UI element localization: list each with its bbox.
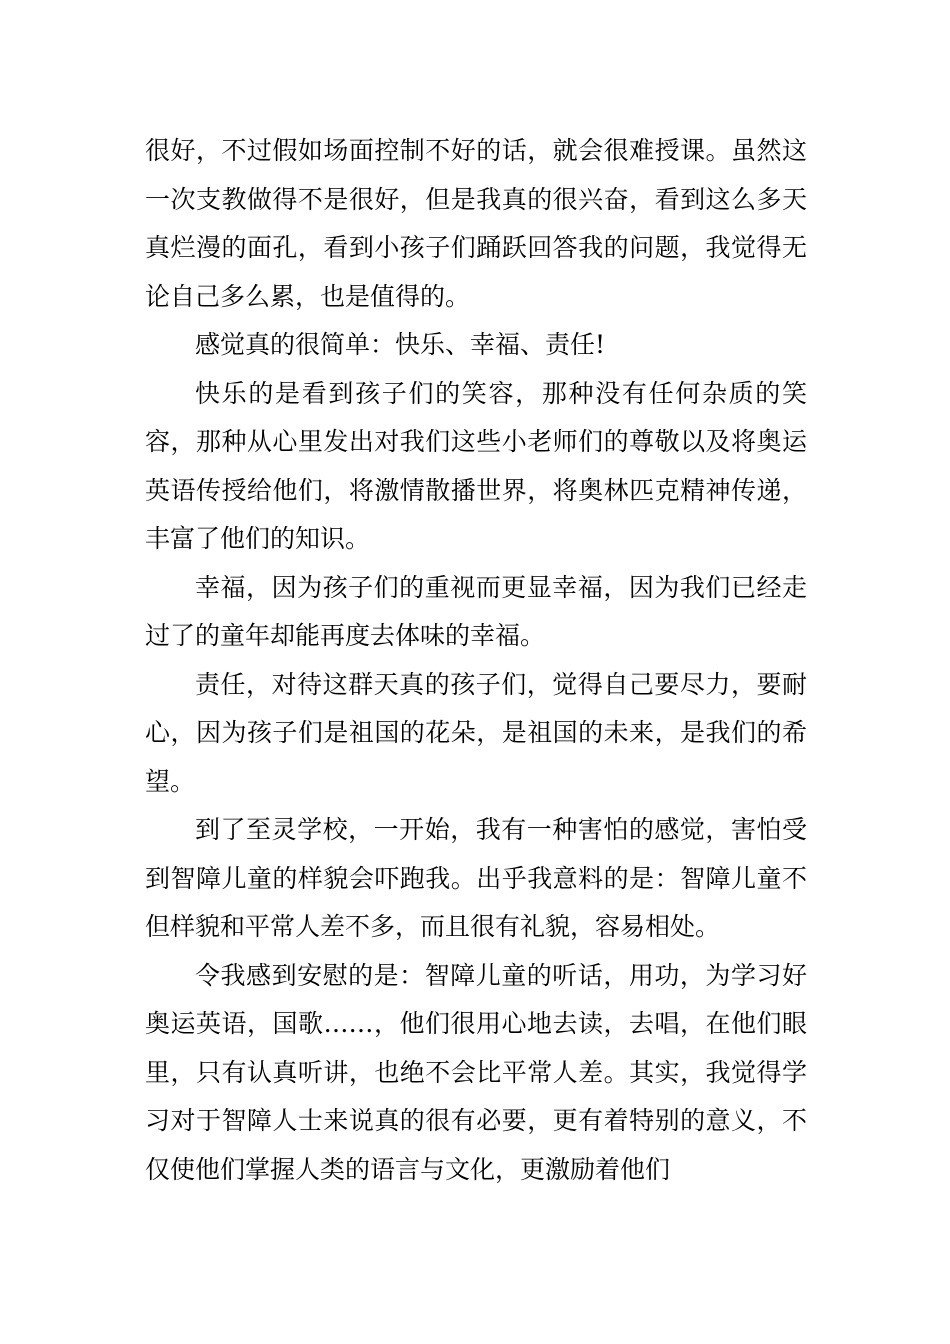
paragraph-continuation: 很好，不过假如场面控制不好的话，就会很难授课。虽然这一次支教做得不是很好，但是我真的很兴奋，看到这么多天真烂漫的面孔，看到小孩子们踊跃回答我的问题，我觉得无论自己多么累，也是值得的。 <box>145 136 807 311</box>
paragraph-school-arrival: 到了至灵学校，一开始，我有一种害怕的感觉，害怕受到智障儿童的样貌会吓跑我。出乎我意料的是：智障儿童不但样貌和平常人差不多，而且很有礼貌，容易相处。 <box>145 815 807 941</box>
body-text <box>145 127 807 1194</box>
paragraph-fortune: 幸福，因为孩子们的重视而更显幸福，因为我们已经走过了的童年却能再度去体味的幸福。 <box>145 572 807 650</box>
paragraph-comfort: 令我感到安慰的是：智障儿童的听话，用功，为学习好奥运英语，国歌……，他们很用心地去读，去唱，在他们眼里，只有认真听讲，也绝不会比平常人差。其实，我觉得学习对于智障人士来说真的很有必要，更有着特别的意义，不仅使他们掌握人类的语言与文化，更激励着他们 <box>145 960 807 1184</box>
paragraph-happiness: 快乐的是看到孩子们的笑容，那种没有任何杂质的笑容，那种从心里发出对我们这些小老师们的尊敬以及将奥运英语传授给他们，将激情散播世界，将奥林匹克精神传递，丰富了他们的知识。 <box>145 378 807 553</box>
paragraph-responsibility: 责任，对待这群天真的孩子们，觉得自己要尽力，要耐心，因为孩子们是祖国的花朵，是祖国的未来，是我们的希望。 <box>145 669 807 796</box>
paragraph-summary: 感觉真的很简单：快乐、幸福、责任! <box>195 330 606 359</box>
